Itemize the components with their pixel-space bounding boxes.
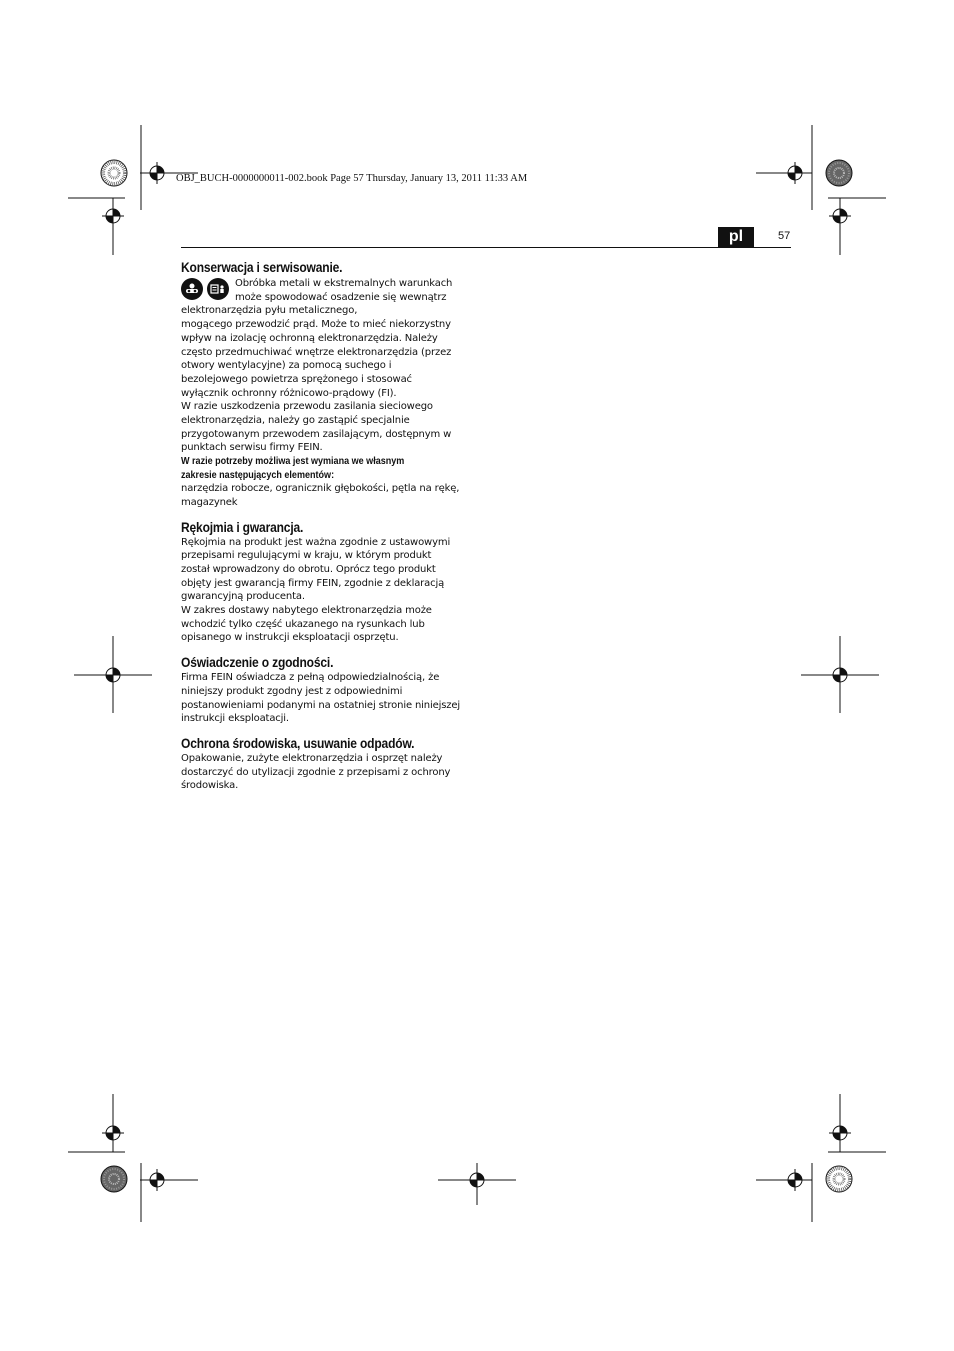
conformity-body: [181, 671, 481, 726]
conformity-line: Firma FEIN oświadcza z pełną odpowiedzialnością, że: [181, 672, 440, 684]
section-title-maintenance: Konserwacja i serwisowanie.: [181, 259, 343, 275]
page-number: 57: [778, 230, 791, 242]
maintenance-body: [181, 277, 481, 510]
maintenance-line: wyłącznik ochronny różnicowo-prądowy (FI).: [181, 387, 397, 399]
section-title-conformity: Oświadczenie o zgodności.: [181, 654, 334, 671]
maintenance-line: wpływ na izolację ochronną elektronarzędzia. Należy: [181, 332, 438, 344]
maintenance-line: często przedmuchiwać wnętrze elektronarzędzia (przez: [181, 346, 452, 358]
replaceable-parts-heading: W razie potrzeby możliwa jest wymiana we własnym: [181, 455, 405, 468]
warranty-line: gwarancyjną producenta.: [181, 591, 305, 603]
conformity-line: postanowieniami podanymi na ostatniej stronie niniejszej: [181, 699, 461, 711]
environment-line: środowiska.: [181, 780, 239, 792]
warranty-line: objęty jest gwarancją firmy FEIN, zgodnie z deklaracją: [181, 577, 445, 589]
conformity-line: niniejszy produkt zgodny jest z odpowiednimi: [181, 685, 403, 697]
warranty-line: wchodzić tylko część ukazanego na rysunkach lub: [181, 618, 425, 630]
maintenance-line: bezolejowego powietrza sprężonego i stosować: [181, 373, 412, 385]
maintenance-line: elektronarzędzia pyłu metalicznego,: [181, 305, 358, 317]
maintenance-line: mogącego przewodzić prąd. Może to mieć niekorzystny: [181, 319, 451, 331]
maintenance-line: Obróbka metali w ekstremalnych warunkach: [235, 278, 453, 289]
maintenance-line: może spowodować osadzenie się wewnątrz: [235, 291, 447, 303]
cable-line: elektronarzędzia, należy go zastąpić specjalnie: [181, 415, 410, 427]
cable-line: W razie uszkodzenia przewodu zasilania sieciowego: [181, 401, 433, 413]
header-rule: [181, 247, 791, 248]
safety-goggles-icon: [181, 278, 203, 300]
replaceable-parts-line: magazynek: [181, 496, 238, 508]
language-badge: pl: [718, 227, 754, 247]
environment-line: Opakowanie, zużyte elektronarzędzia i osprzęt należy: [181, 752, 443, 764]
warranty-line: został wprowadzony do obrotu. Oprócz tego produkt: [181, 563, 436, 575]
replaceable-parts-line: narzędzia robocze, ogranicznik głębokości, pętla na rękę,: [181, 483, 460, 495]
section-title-environment: Ochrona środowiska, usuwanie odpadów.: [181, 734, 415, 751]
environment-line: dostarczyć do utylizacji zgodnie z przepisami z ochrony: [181, 766, 451, 778]
content-column: [181, 258, 481, 793]
warranty-line: Rękojmia na produkt jest ważna zgodnie z ustawowymi: [181, 536, 451, 548]
safety-icons: [181, 278, 229, 300]
warranty-line: W zakres dostawy nabytego elektronarzędzia może: [181, 605, 432, 617]
warranty-line: opisanego w instrukcji eksploatacji osprzętu.: [181, 632, 399, 644]
warranty-body: [181, 536, 481, 646]
cable-line: punktach serwisu firmy FEIN.: [181, 442, 323, 454]
read-manual-icon: [207, 278, 229, 300]
replaceable-parts-heading: zakresie następujących elementów:: [181, 468, 335, 481]
conformity-line: instrukcji eksploatacji.: [181, 713, 289, 725]
cable-line: przygotowanym przewodem zasilającym, dostępnym w: [181, 428, 452, 440]
environment-body: [181, 752, 481, 793]
file-header: OBJ_BUCH-0000000011-002.book Page 57 Thursday, January 13, 2011 11:33 AM: [176, 173, 528, 184]
maintenance-line: otwory wentylacyjne) za pomocą suchego i: [181, 360, 392, 372]
warranty-line: przepisami regulującymi w kraju, w którym produkt: [181, 550, 432, 562]
section-title-warranty: Rękojmia i gwarancja.: [181, 518, 304, 535]
